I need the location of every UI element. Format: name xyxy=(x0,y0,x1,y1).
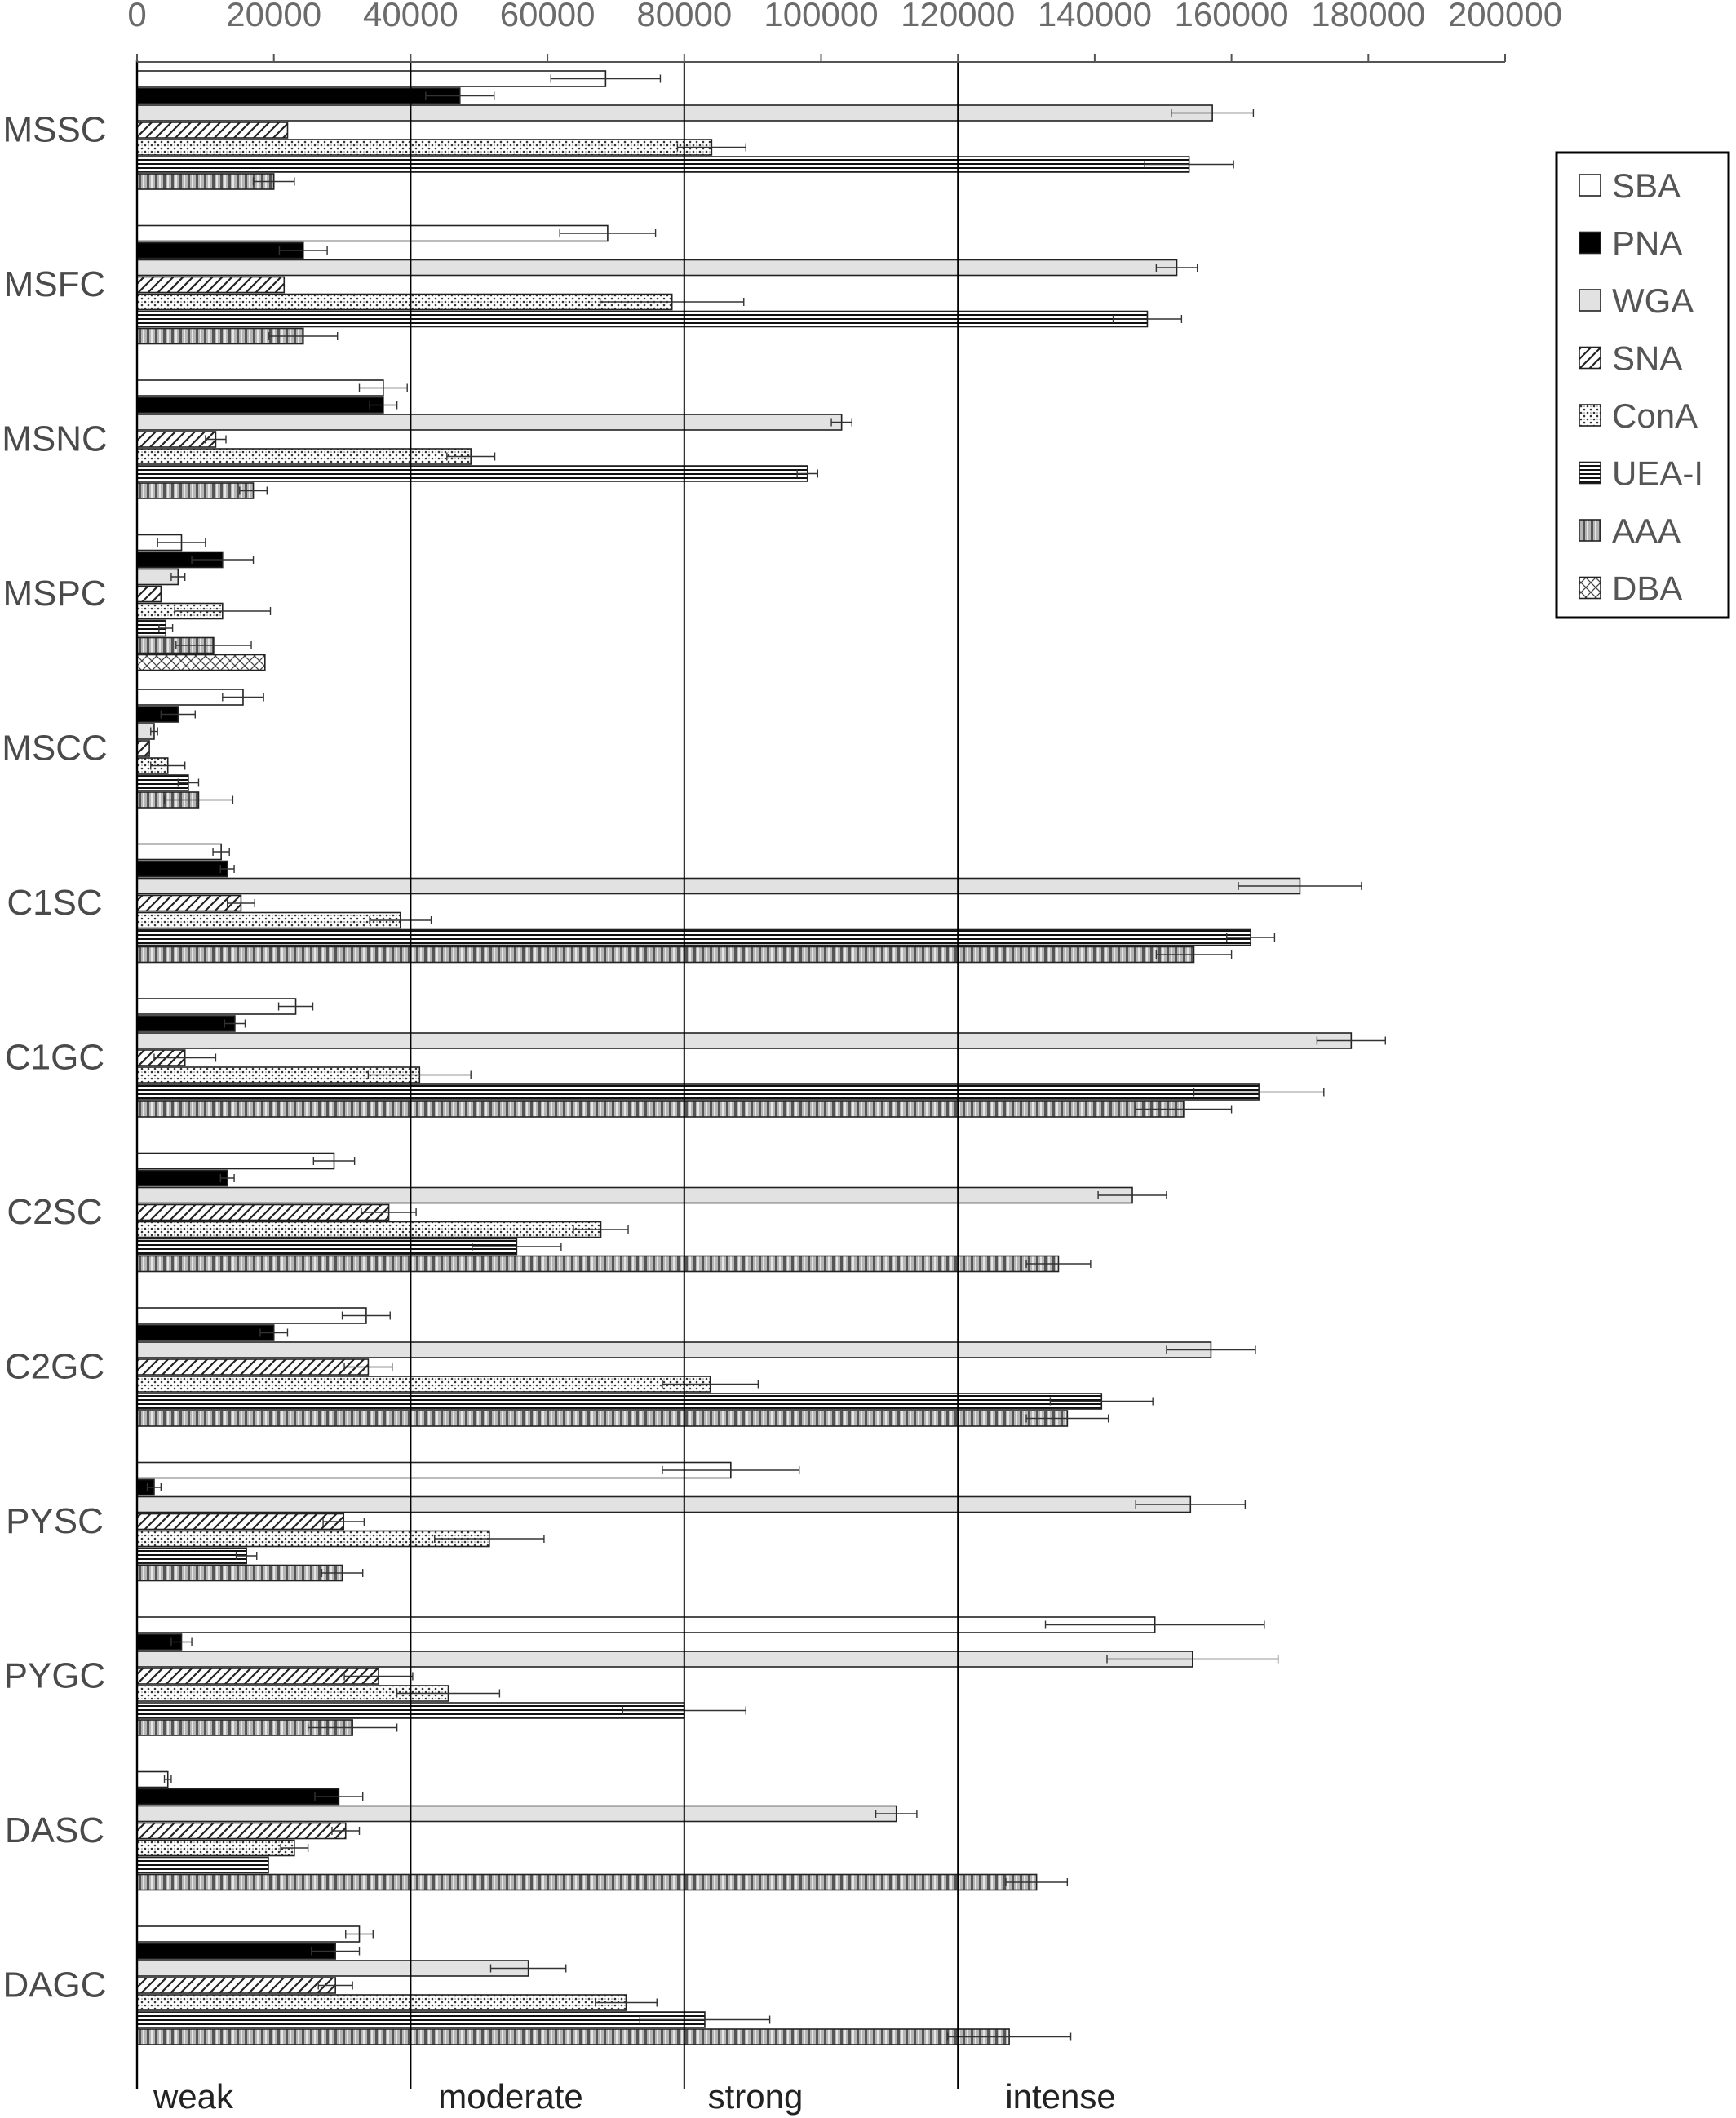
bar-sba-msnc xyxy=(137,380,383,396)
x-tick-label-100000: 100000 xyxy=(764,0,879,33)
bar-uea-i-c1gc xyxy=(137,1084,1259,1100)
bar-sna-msfc xyxy=(137,277,284,293)
bar-pna-c1sc xyxy=(137,862,228,877)
x-tick-label-40000: 40000 xyxy=(363,0,458,33)
x-axis xyxy=(127,0,1562,62)
bar-aaa-dagc xyxy=(137,2029,1009,2045)
bar-pna-msfc xyxy=(137,243,303,259)
bar-aaa-c1sc xyxy=(137,947,1194,963)
bar-aaa-c1gc xyxy=(137,1101,1184,1117)
bar-cona-msfc xyxy=(137,295,672,310)
x-tick-label-60000: 60000 xyxy=(499,0,596,33)
legend-swatch-cona xyxy=(1579,405,1601,426)
legend-label-sna: SNA xyxy=(1612,339,1683,378)
bar-sba-dasc xyxy=(137,1772,168,1788)
legend-label-wga: WGA xyxy=(1612,281,1694,320)
legend-swatch-uea-i xyxy=(1579,463,1601,484)
bar-uea-i-msnc xyxy=(137,466,808,481)
bar-wga-c2sc xyxy=(137,1188,1132,1203)
bar-sna-pysc xyxy=(137,1514,343,1530)
legend xyxy=(1557,153,1729,618)
zone-label-moderate: moderate xyxy=(438,2077,583,2116)
x-tick-label-120000: 120000 xyxy=(901,0,1016,33)
bar-cona-c1sc xyxy=(137,913,401,928)
x-tick-label-80000: 80000 xyxy=(636,0,733,33)
bars-layer xyxy=(137,71,1385,2045)
x-tick-label-200000: 200000 xyxy=(1447,0,1563,33)
bar-cona-c2gc xyxy=(137,1376,711,1392)
bar-aaa-msnc xyxy=(137,483,254,498)
zone-labels xyxy=(153,2077,1116,2116)
bar-uea-i-c2gc xyxy=(137,1394,1101,1409)
bar-pna-c2sc xyxy=(137,1171,228,1186)
bar-sba-dagc xyxy=(137,1926,360,1942)
bar-wga-pygc xyxy=(137,1651,1193,1667)
legend-swatch-aaa xyxy=(1579,520,1601,541)
bar-pna-c2gc xyxy=(137,1325,274,1340)
legend-label-aaa: AAA xyxy=(1612,512,1681,550)
bar-wga-c2gc xyxy=(137,1342,1211,1358)
x-tick-label-0: 0 xyxy=(127,0,147,33)
bar-wga-pysc xyxy=(137,1497,1190,1513)
bar-cona-dagc xyxy=(137,1995,627,2010)
bar-sna-dasc xyxy=(137,1823,346,1839)
bar-aaa-dasc xyxy=(137,1875,1037,1890)
bar-sna-msnc xyxy=(137,432,215,447)
category-label-c1sc: C1SC xyxy=(7,883,103,923)
bar-wga-msfc xyxy=(137,260,1177,276)
bar-uea-i-msfc xyxy=(137,312,1147,327)
category-label-dasc: DASC xyxy=(4,1810,105,1850)
bar-cona-msnc xyxy=(137,449,471,464)
x-tick-label-180000: 180000 xyxy=(1311,0,1426,33)
legend-label-dba: DBA xyxy=(1612,569,1683,608)
bar-wga-mssc xyxy=(137,105,1212,121)
legend-label-pna: PNA xyxy=(1612,224,1683,263)
category-label-mssc: MSSC xyxy=(2,109,107,150)
bar-pna-dasc xyxy=(137,1789,339,1805)
legend-swatch-wga xyxy=(1579,290,1601,311)
bar-cona-mssc xyxy=(137,140,711,155)
category-label-pygc: PYGC xyxy=(3,1655,106,1696)
bar-sna-c1sc xyxy=(137,896,241,911)
bar-sba-pysc xyxy=(137,1463,731,1478)
category-label-mscc: MSCC xyxy=(2,728,108,769)
bar-uea-i-pysc xyxy=(137,1549,246,1564)
category-label-c2gc: C2GC xyxy=(4,1346,105,1387)
bar-uea-i-mssc xyxy=(137,157,1189,172)
category-labels xyxy=(2,110,108,2005)
bar-uea-i-dasc xyxy=(137,1858,268,1873)
bar-sba-msfc xyxy=(137,226,608,241)
category-label-c2sc: C2SC xyxy=(7,1192,103,1232)
zone-label-intense: intense xyxy=(1005,2077,1116,2116)
bar-sna-pygc xyxy=(137,1668,379,1684)
category-label-pysc: PYSC xyxy=(6,1501,104,1541)
bar-wga-c1gc xyxy=(137,1033,1351,1048)
legend-swatch-pna xyxy=(1579,233,1601,254)
x-tick-label-160000: 160000 xyxy=(1174,0,1289,33)
bar-pna-dagc xyxy=(137,1943,335,1959)
bar-pna-mssc xyxy=(137,88,460,104)
bar-wga-dasc xyxy=(137,1806,897,1822)
bar-cona-c2sc xyxy=(137,1222,601,1238)
bar-sba-c1sc xyxy=(137,844,221,860)
bar-sna-mssc xyxy=(137,122,287,138)
bar-sna-c2gc xyxy=(137,1359,368,1375)
bar-sba-pygc xyxy=(137,1617,1155,1633)
bar-cona-dasc xyxy=(137,1841,294,1856)
category-label-msnc: MSNC xyxy=(2,419,108,459)
bar-pna-c1gc xyxy=(137,1016,235,1031)
category-label-c1gc: C1GC xyxy=(4,1037,105,1078)
legend-swatch-sna xyxy=(1579,348,1601,369)
category-label-mspc: MSPC xyxy=(2,574,107,614)
x-tick-label-20000: 20000 xyxy=(226,0,322,33)
zone-label-weak: weak xyxy=(153,2077,234,2116)
bar-uea-i-c1sc xyxy=(137,930,1251,946)
bar-wga-c1sc xyxy=(137,879,1300,894)
bar-wga-dagc xyxy=(137,1961,529,1976)
bar-aaa-c2gc xyxy=(137,1411,1067,1426)
legend-label-uea-i: UEA-I xyxy=(1612,454,1704,493)
bar-aaa-c2sc xyxy=(137,1256,1058,1272)
bar-sna-mspc xyxy=(137,587,161,602)
zone-label-strong: strong xyxy=(707,2077,804,2116)
bar-wga-msnc xyxy=(137,414,842,430)
x-tick-label-140000: 140000 xyxy=(1037,0,1152,33)
bar-sba-c2gc xyxy=(137,1308,366,1323)
bar-sna-dagc xyxy=(137,1978,335,1993)
bar-sba-mssc xyxy=(137,71,605,86)
legend-swatch-dba xyxy=(1579,578,1601,599)
legend-label-sba: SBA xyxy=(1612,166,1681,205)
bar-sba-c1gc xyxy=(137,999,296,1014)
legend-swatch-sba xyxy=(1579,175,1601,196)
bar-dba-mspc xyxy=(137,655,265,671)
bar-uea-i-dagc xyxy=(137,2012,705,2027)
legend-label-cona: ConA xyxy=(1612,397,1698,435)
bar-sna-c2sc xyxy=(137,1205,389,1221)
bar-sna-mscc xyxy=(137,741,149,756)
bar-pna-msnc xyxy=(137,397,383,413)
category-label-dagc: DAGC xyxy=(2,1965,107,2005)
bar-aaa-pysc xyxy=(137,1566,343,1581)
category-label-msfc: MSFC xyxy=(3,264,106,304)
bar-uea-i-c2sc xyxy=(137,1239,516,1255)
bar-sba-c2sc xyxy=(137,1154,334,1169)
